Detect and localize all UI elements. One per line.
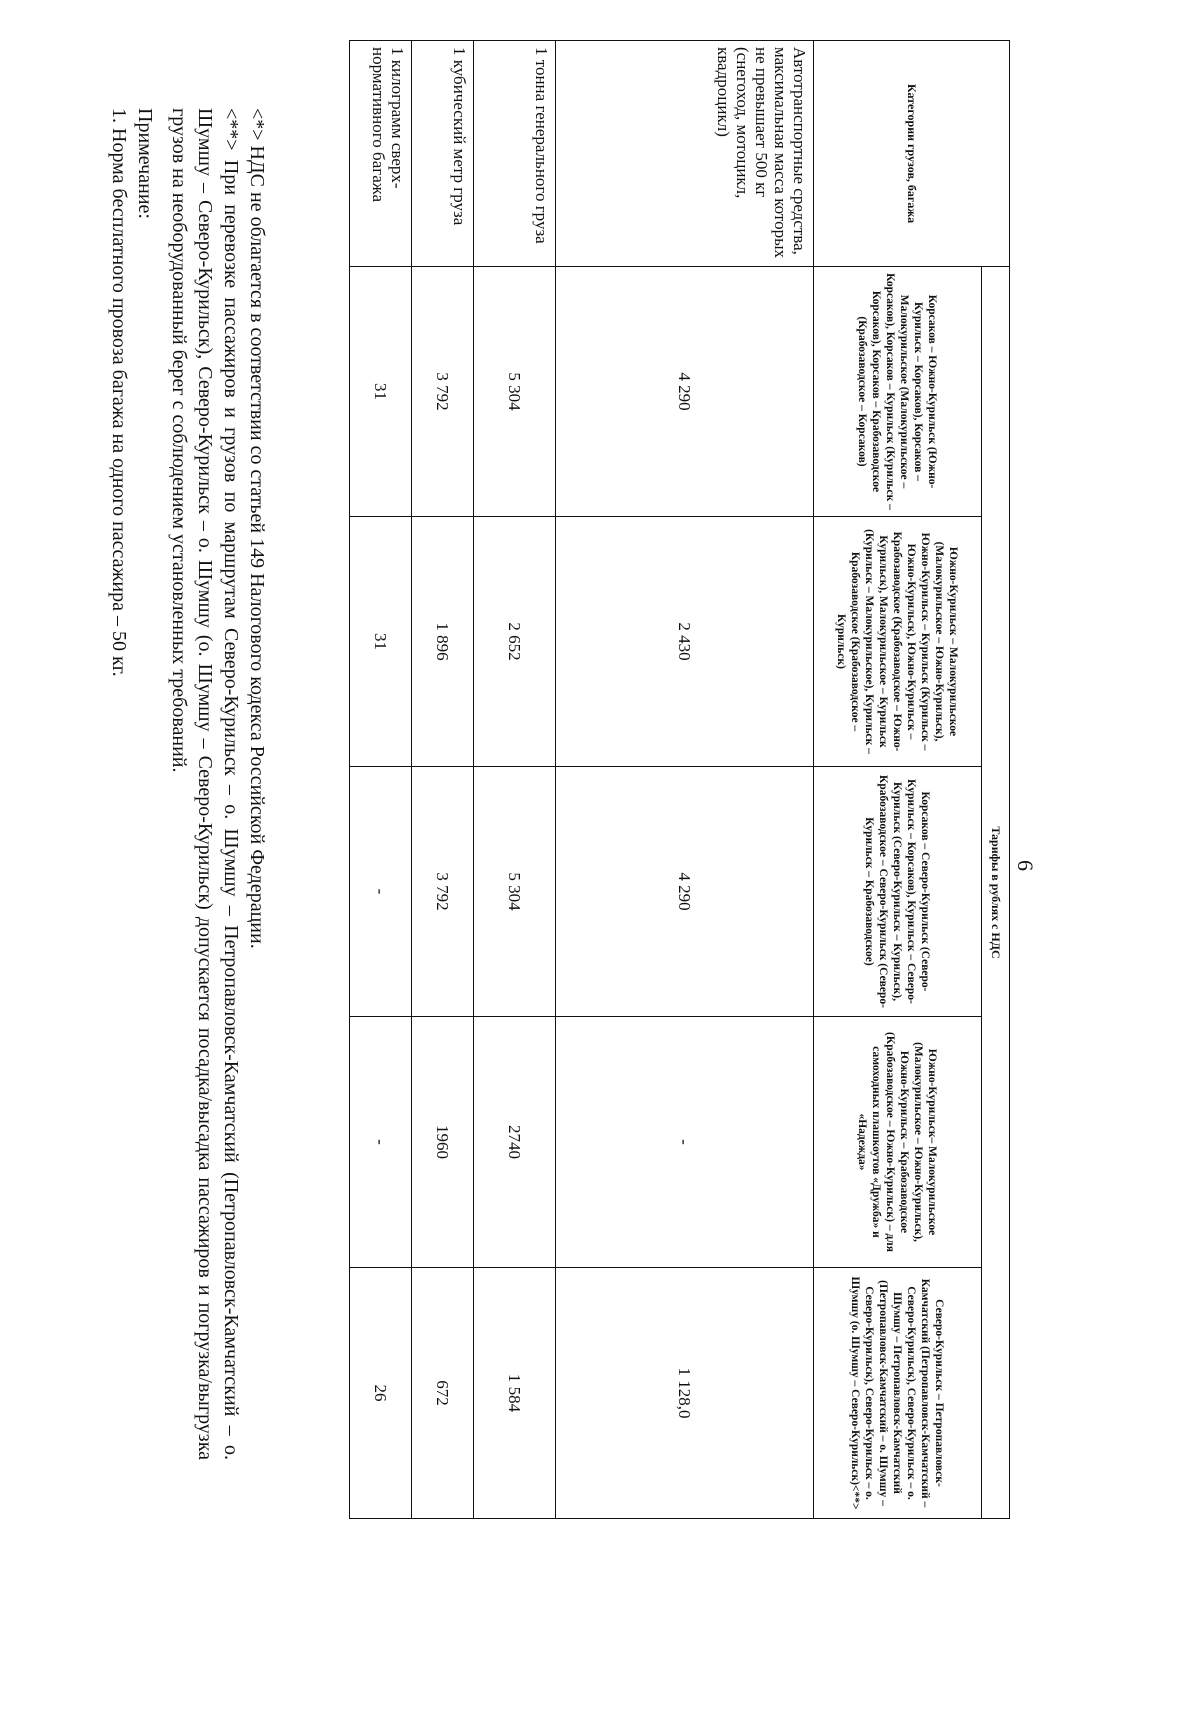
- tariff-cell: 1 896: [412, 517, 474, 767]
- tariff-cell: 26: [350, 1268, 412, 1519]
- table-row: [350, 41, 412, 1519]
- row-category: 1 кубический метр груза: [412, 41, 474, 267]
- tariff-cell: 1 584: [474, 1268, 556, 1519]
- route-header-1: Корсаков – Южно-Курильск (Южно-Курильск – Корсаков), Корсаков – Малокурильское (Малокурильское – Корсаков), Корсаков – Курильск (Курильск – Корсаков), Корсаков – Крабозаводское (Крабозаводское – Корсаков): [814, 267, 982, 517]
- tariff-cell: 31: [350, 517, 412, 767]
- tariff-cell: 672: [412, 1268, 474, 1519]
- route-header-4: Южно-Курильск– Малокурильское (Малокурильское – Южно-Курильск), Южно-Курильск – Крабозаводское (Крабозаводское – Южно-Курильск) – для самоходных плашкоутов «Дружба» и «Надежда»: [814, 1017, 982, 1268]
- tariff-cell: -: [350, 767, 412, 1017]
- table-row: [412, 41, 474, 1519]
- tariff-table: [349, 40, 1010, 1519]
- remark-1: 1. Норма бесплатного провоза багажа на одного пассажира – 50 кг.: [108, 108, 130, 677]
- vat-note: <*> НДС не облагается в соответствии со статьей 149 Налогового кодекса Российской Федерации.: [246, 108, 268, 949]
- tariff-cell: 1960: [412, 1017, 474, 1268]
- route-header-5: Северо-Курильск – Петропавловск-Камчатский (Петропавловск-Камчатский – Северо-Курильск), Северо-Курильск – о. Шумшу – Петропавловск-Камчатский (Петропавловск-Камчатский – о. Шумшу – Северо-Курильск), Северо-Курильск – о. Шумшу (о. Шумшу – Северо-Курильск)<**>: [814, 1268, 982, 1519]
- tariff-cell: 31: [350, 267, 412, 517]
- row-category: 1 тонна генерального груза: [474, 41, 556, 267]
- route-header-2: Южно-Курильск – Малокурильское (Малокурильское – Южно-Курильск), Южно-Курильск – Курильск (Курильск – Южно-Курильск), Южно-Курильск – Крабозаводское (Крабозаводское – Южно-Курильск), Малокурильское – Курильск (Курильск – Малокурильское), Курильск – Крабозаводское (Крабозаводское – Курильск): [814, 517, 982, 767]
- notes-block: [106, 60, 270, 1460]
- row-category: 1 килограмм сверх-нормативного багажа: [350, 41, 412, 267]
- table-row: [556, 41, 814, 1519]
- tariff-cell: 5 304: [474, 767, 556, 1017]
- category-header: Категории грузов, багажа: [814, 41, 1010, 267]
- tariff-cell: 2 652: [474, 517, 556, 767]
- tariff-cell: -: [556, 1017, 814, 1268]
- table-row: [474, 41, 556, 1519]
- tariff-cell: 2 430: [556, 517, 814, 767]
- page-number: 6: [1013, 860, 1038, 871]
- tariff-cell: 3 792: [412, 767, 474, 1017]
- tariff-cell: 5 304: [474, 267, 556, 517]
- row-category: Автотранспортные средства, максимальная масса которых не превышает 500 кг (снегоход, мотоцикл, квадроцикл): [556, 41, 814, 267]
- tariff-cell: 4 290: [556, 767, 814, 1017]
- shumshu-note: <**> При перевозке пассажиров и грузов по маршрутам Северо-Курильск – о. Шумшу – Петропавловск-Камчатский (Петропавловск-Камчатский – о. Шумшу – Северо-Курильск), Северо-Курильск – о. Шумшу (о. Шумшу – Северо-Курильск) допускается посадка/высадка пассажиров и погрузка/выгрузка грузов на необорудованный берег с соблюдением установленных требований.: [168, 108, 242, 1460]
- tariff-cell: -: [350, 1017, 412, 1268]
- tariff-header: Тарифы в рублях с НДС: [982, 267, 1010, 1519]
- tariff-cell: 3 792: [412, 267, 474, 517]
- tariff-cell: 2740: [474, 1017, 556, 1268]
- tariff-cell: 4 290: [556, 267, 814, 517]
- remark-title: Примечание:: [134, 108, 156, 219]
- route-header-3: Корсаков – Северо-Курильск (Северо-Курильск – Корсаков), Курильск – Северо-Курильск (Северо-Курильск – Курильск), Крабозаводское – Северо-Курильск (Северо-Курильск – Крабозаводское): [814, 767, 982, 1017]
- tariff-cell: 1 128,0: [556, 1268, 814, 1519]
